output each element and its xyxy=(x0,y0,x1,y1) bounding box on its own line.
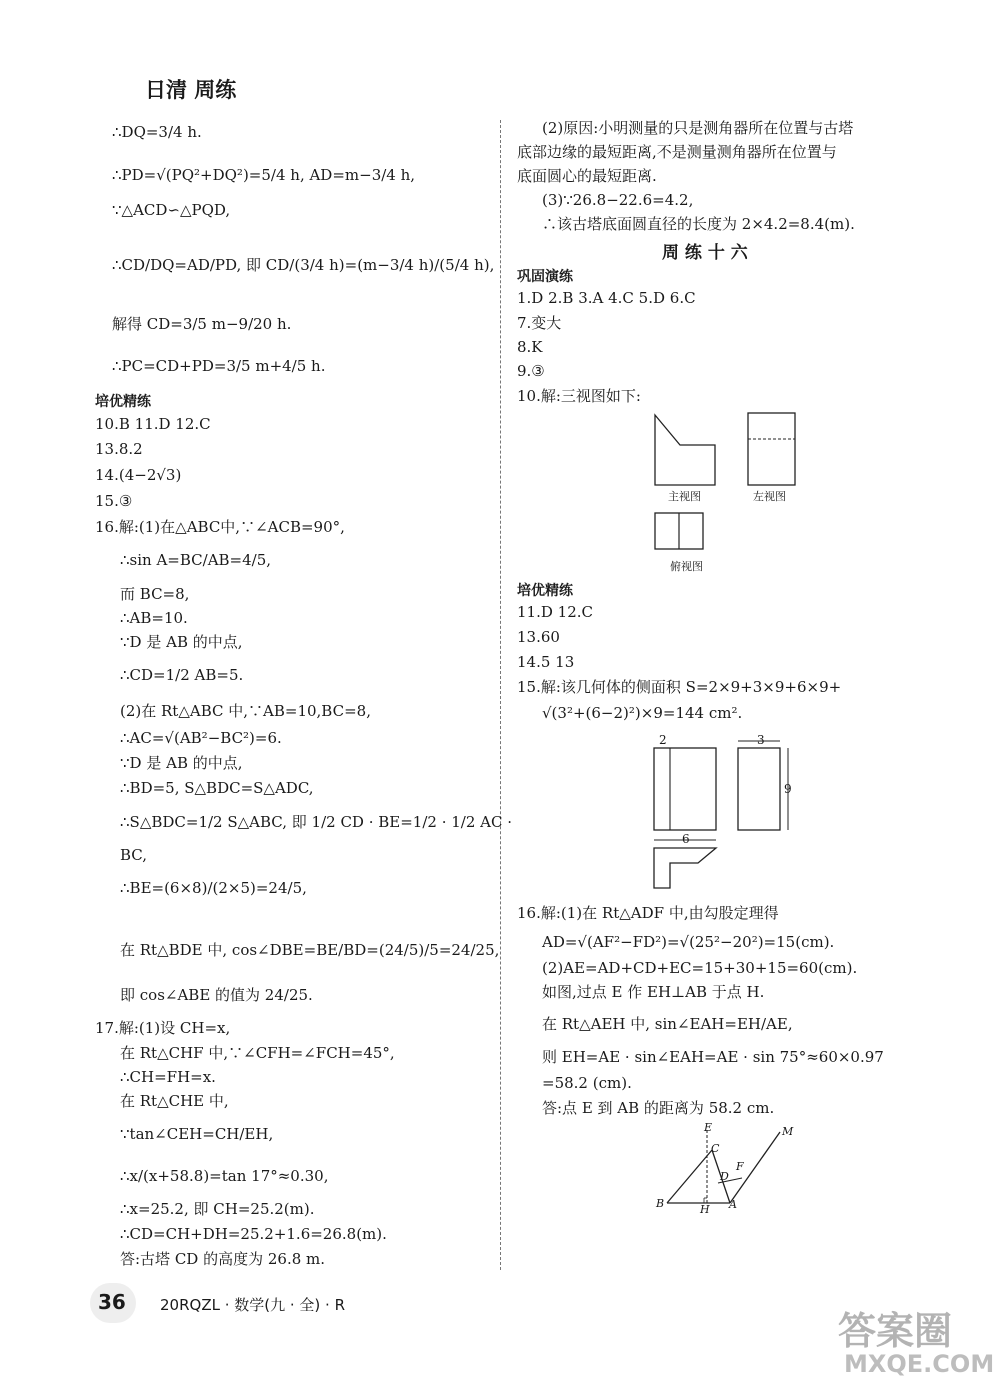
section-heading: 培优精练 xyxy=(517,583,573,599)
right-line: (2)原因:小明测量的只是测角器所在位置与古塔 xyxy=(542,119,854,137)
answer-line: 8.K xyxy=(517,338,543,356)
answer-line: 答:古塔 CD 的高度为 26.8 m. xyxy=(120,1250,326,1268)
left-line: ∴CD/DQ=AD/PD, 即 CD/(3/4 h)=(m−3/4 h)/(5/4 h), xyxy=(112,256,495,274)
answer-line: ∴AC=√(AB²−BC²)=6. xyxy=(120,729,282,747)
left-line: ∴PC=CD+PD=3/5 m+4/5 h. xyxy=(112,357,326,375)
point-label-F: F xyxy=(736,1160,744,1173)
point-label-H: H xyxy=(700,1203,710,1216)
three-views-figure xyxy=(640,405,820,575)
left-view-shape xyxy=(748,413,795,485)
front-view-shape xyxy=(655,415,715,485)
answer-line: ∴sin A=BC/AB=4/5, xyxy=(120,551,272,569)
answer-line: 而 BC=8, xyxy=(120,585,190,603)
answer-line: ∴x=25.2, 即 CH=25.2(m). xyxy=(120,1200,315,1218)
answer-line: 则 EH=AE · sin∠EAH=AE · sin 75°≈60×0.97 xyxy=(542,1048,884,1066)
answer-line: ∴BE=(6×8)/(2×5)=24/5, xyxy=(120,879,307,897)
answer-line: ∴CD=CH+DH=25.2+1.6=26.8(m). xyxy=(120,1225,387,1243)
answer-line: 答:点 E 到 AB 的距离为 58.2 cm. xyxy=(542,1099,775,1117)
page-header-title: 日清 周练 xyxy=(145,78,237,102)
answer-line: ∴S△BDC=1/2 S△ABC, 即 1/2 CD · BE=1/2 · 1/2 AC · xyxy=(120,813,513,831)
point-label-E: E xyxy=(704,1121,713,1134)
answer-line: 在 Rt△AEH 中, sin∠EAH=EH/AE, xyxy=(542,1015,793,1033)
answer-line: 13.8.2 xyxy=(95,440,143,458)
answer-line: ∵D 是 AB 的中点, xyxy=(120,754,243,772)
answer-line: 9.③ xyxy=(517,362,545,380)
answer-line: ∴AB=10. xyxy=(120,609,188,627)
section-heading: 培优精练 xyxy=(95,394,151,410)
answer-line: 13.60 xyxy=(517,628,560,646)
answer-line: ∵tan∠CEH=CH/EH, xyxy=(120,1125,274,1143)
answer-line: BC, xyxy=(120,846,148,864)
answer-line: ∵D 是 AB 的中点, xyxy=(120,633,243,651)
right-line: (3)∵26.8−22.6=4.2, xyxy=(542,191,694,209)
right-line: 底面圆心的最短距离. xyxy=(517,167,657,185)
answer-line: 在 Rt△CHF 中,∵∠CFH=∠FCH=45°, xyxy=(120,1044,395,1062)
left-line: ∴DQ=3/4 h. xyxy=(112,123,202,141)
right-line: 底部边缘的最短距离,不是测量测角器所在位置与 xyxy=(517,143,837,161)
answer-line: 10.B 11.D 12.C xyxy=(95,415,211,433)
right-line: ∴该古塔底面圆直径的长度为 2×4.2=8.4(m). xyxy=(542,215,855,233)
answer-line: ∴CH=FH=x. xyxy=(120,1068,216,1086)
left-view-label: 左视图 xyxy=(753,490,786,503)
answer-line: √(3²+(6−2)²)×9=144 cm². xyxy=(542,704,743,722)
answer-line: 如图,过点 E 作 EH⊥AB 于点 H. xyxy=(542,983,765,1001)
dim-label-3: 3 xyxy=(757,733,765,747)
front-view-shape xyxy=(654,748,716,830)
answer-line: 10.解:三视图如下: xyxy=(517,387,641,405)
answer-line: ∴x/(x+58.8)=tan 17°≈0.30, xyxy=(120,1167,329,1185)
watermark-site: MXQE.COM xyxy=(844,1350,995,1378)
answer-line: (2)在 Rt△ABC 中,∵AB=10,BC=8, xyxy=(120,702,371,720)
answer-line: ∴BD=5, S△BDC=S△ADC, xyxy=(120,779,314,797)
answer-line: 16.解:(1)在△ABC中,∵∠ACB=90°, xyxy=(95,518,345,536)
point-label-D: D xyxy=(720,1170,729,1183)
dim-label-6: 6 xyxy=(682,832,690,846)
answer-line: 17.解:(1)设 CH=x, xyxy=(95,1019,231,1037)
week-title: 周 练 十 六 xyxy=(662,243,748,263)
answer-line: 在 Rt△CHE 中, xyxy=(120,1092,229,1110)
answer-line: 16.解:(1)在 Rt△ADF 中,由勾股定理得 xyxy=(517,904,779,922)
answer-line: =58.2 (cm). xyxy=(542,1074,632,1092)
left-line: ∵△ACD∽△PQD, xyxy=(112,201,231,219)
answer-line: ∴CD=1/2 AB=5. xyxy=(120,666,244,684)
point-label-C: C xyxy=(711,1142,720,1155)
answer-line: 15.③ xyxy=(95,492,133,510)
answer-line: 11.D 12.C xyxy=(517,603,593,621)
top-view-shape xyxy=(654,848,716,888)
front-view-label: 主视图 xyxy=(668,490,701,503)
watermark-logo: 答案圈 xyxy=(838,1309,953,1353)
answer-line: 7.变大 xyxy=(517,314,562,332)
top-view-label: 俯视图 xyxy=(670,560,703,573)
answer-line: 在 Rt△BDE 中, cos∠DBE=BE/BD=(24/5)/5=24/25, xyxy=(120,941,500,959)
answer-line: 14.5 13 xyxy=(517,653,575,671)
column-divider xyxy=(500,120,501,1270)
point-label-M: M xyxy=(782,1125,794,1138)
dimension-views-figure xyxy=(640,730,820,895)
page-number: 36 xyxy=(98,1290,126,1314)
answer-line: 1.D 2.B 3.A 4.C 5.D 6.C xyxy=(517,289,696,307)
point-label-A: A xyxy=(729,1198,737,1211)
dim-label-2: 2 xyxy=(659,733,667,747)
answer-line: 15.解:该几何体的侧面积 S=2×9+3×9+6×9+ xyxy=(517,678,842,696)
dim-label-9: 9 xyxy=(784,782,792,796)
point-label-B: B xyxy=(656,1197,665,1210)
section-heading: 巩固演练 xyxy=(517,269,573,285)
answer-line: AD=√(AF²−FD²)=√(25²−20²)=15(cm). xyxy=(542,933,835,951)
left-view-shape xyxy=(738,748,780,830)
left-line: ∴PD=√(PQ²+DQ²)=5/4 h, AD=m−3/4 h, xyxy=(112,166,416,184)
segment-BC xyxy=(667,1150,712,1203)
answer-line: 14.(4−2√3) xyxy=(95,466,182,484)
answer-line: 即 cos∠ABE 的值为 24/25. xyxy=(120,986,313,1004)
answer-line: (2)AE=AD+CD+EC=15+30+15=60(cm). xyxy=(542,959,858,977)
left-line: 解得 CD=3/5 m−9/20 h. xyxy=(112,315,292,333)
book-code: 20RQZL · 数学(九 · 全) · R xyxy=(160,1296,345,1314)
